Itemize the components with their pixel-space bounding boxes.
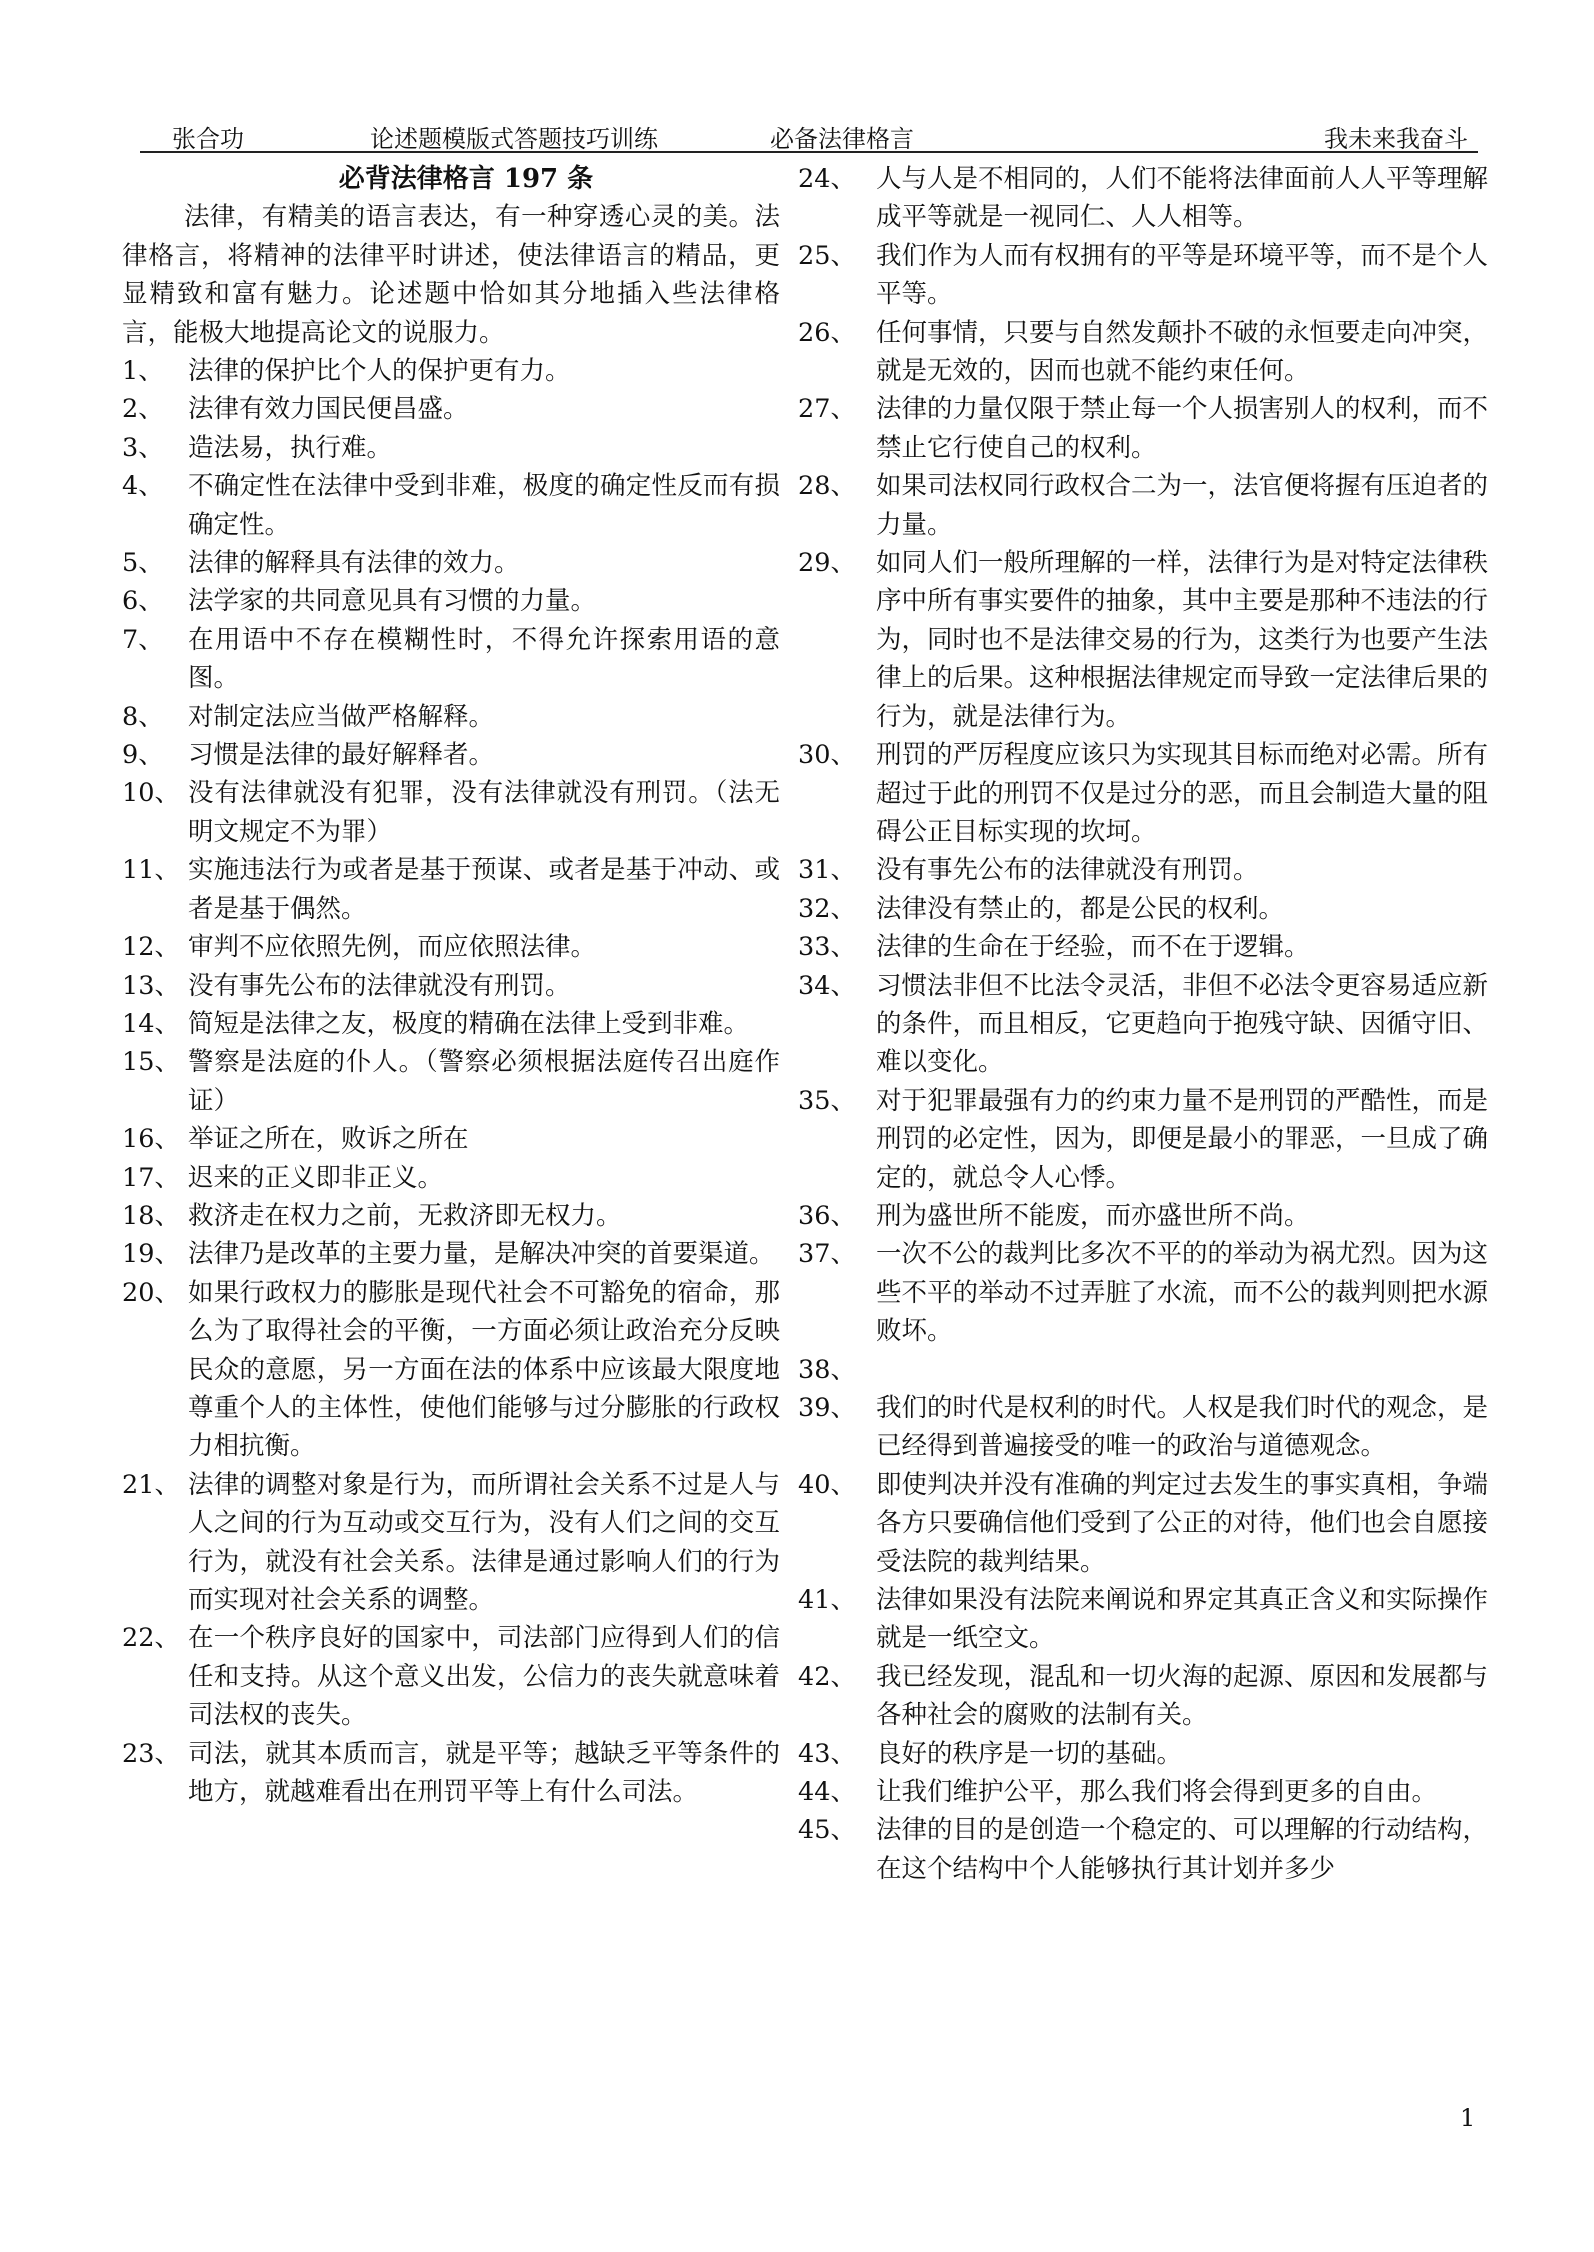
maxim-text: 法律的目的是创造一个稳定的、可以理解的行动结构，在这个结构中个人能够执行其计划并多少 [876, 1815, 1489, 1884]
maxim-text: 我已经发现，混乱和一切火海的起源、原因和发展都与各种社会的腐败的法制有关。 [876, 1661, 1489, 1731]
maxim-number: 8、 [122, 701, 164, 732]
maxim-text: 审判不应依照先例，而应依照法律。 [188, 932, 597, 963]
maxim-number: 30、 [798, 740, 856, 771]
maxim-text: 法律没有禁止的，都是公民的权利。 [876, 893, 1285, 924]
maxim-number: 45、 [798, 1815, 856, 1846]
maxim-item [122, 1159, 780, 1197]
maxim-text: 在用语中不存在模糊性时，不得允许探索用语的意图。 [188, 624, 780, 694]
maxim-item [122, 851, 780, 928]
maxim-item [122, 390, 780, 428]
maxim-item [798, 890, 1488, 928]
maxim-item [798, 1811, 1488, 1888]
maxim-number: 31、 [798, 855, 856, 886]
maxim-text: 没有法律就没有犯罪，没有法律就没有刑罚。（法无明文规定不为罪） [188, 778, 780, 847]
maxim-number: 44、 [798, 1777, 856, 1808]
maxim-item [122, 1274, 780, 1466]
maxim-text: 习惯法非但不比法令灵活，非但不必法令更容易适应新的条件，而且相反，它更趋向于抱残守缺、因循守旧、难以变化。 [876, 970, 1489, 1078]
maxim-item [122, 1043, 780, 1120]
intro-paragraph: 法律，有精美的语言表达，有一种穿透心灵的美。法律格言，将精神的法律平时讲述，使法律语言的精品，更显精致和富有魅力。论述题中恰如其分地插入些法律格言，能极大地提高论文的说服力。 [122, 202, 780, 348]
maxim-text: 即使判决并没有准确的判定过去发生的事实真相，争端各方只要确信他们受到了公正的对待，他们也会自愿接受法院的裁判结果。 [876, 1469, 1489, 1577]
maxim-item [798, 851, 1488, 889]
maxim-item [798, 1658, 1488, 1735]
maxim-number: 2、 [122, 394, 164, 425]
maxim-number: 3、 [122, 432, 164, 463]
maxim-text: 法律有效力国民便昌盛。 [188, 394, 469, 425]
maxim-number: 24、 [798, 164, 856, 194]
maxim-number: 19、 [122, 1239, 180, 1270]
maxim-number: 9、 [122, 740, 164, 771]
maxim-number: 15、 [122, 1047, 180, 1078]
maxim-text: 人与人是不相同的，人们不能将法律面前人人平等理解成平等就是一视同仁、人人相等。 [876, 164, 1489, 233]
maxim-number: 13、 [122, 970, 180, 1001]
maxim-text: 对于犯罪最强有力的约束力量不是刑罚的严酷性，而是刑罚的必定性，因为，即便是最小的罪恶，一旦成了确定的，就总令人心悸。 [876, 1085, 1489, 1193]
maxim-number: 16、 [122, 1124, 180, 1155]
maxim-item [122, 774, 780, 851]
maxim-number: 38、 [798, 1354, 856, 1385]
maxim-item [798, 544, 1488, 736]
maxim-text: 法律的生命在于经验，而不在于逻辑。 [876, 932, 1310, 963]
maxim-item [122, 582, 780, 620]
maxim-text: 没有事先公布的法律就没有刑罚。 [188, 970, 571, 1001]
maxim-number: 25、 [798, 240, 856, 271]
maxim-number: 5、 [122, 548, 164, 579]
right-column [798, 160, 1488, 1888]
maxim-number: 12、 [122, 932, 180, 963]
maxim-number: 6、 [122, 586, 164, 617]
maxim-number: 29、 [798, 548, 856, 579]
maxim-text: 如同人们一般所理解的一样，法律行为是对特定法律秩序中所有事实要件的抽象，其中主要是那种不违法的行为，同时也不是法律交易的行为，这类行为也要产生法律上的后果。这种根据法律规定而导致一定法律后果的行为，就是法律行为。 [876, 548, 1489, 732]
maxim-text: 习惯是法律的最好解释者。 [188, 740, 495, 771]
maxim-number: 18、 [122, 1200, 180, 1231]
left-column [122, 160, 780, 1811]
maxim-item [798, 1773, 1488, 1811]
maxim-item [798, 237, 1488, 314]
maxim-number: 34、 [798, 970, 856, 1001]
maxim-text: 法律的力量仅限于禁止每一个人损害别人的权利，而不禁止它行使自己的权利。 [876, 394, 1489, 463]
maxim-number: 32、 [798, 893, 856, 924]
maxim-number: 10、 [122, 778, 180, 809]
maxim-item [122, 928, 780, 966]
maxim-text: 实施违法行为或者是基于预谋、或者是基于冲动、或者是基于偶然。 [188, 855, 780, 924]
maxim-number: 11、 [122, 855, 180, 886]
maxim-text [876, 1351, 1488, 1389]
maxim-text: 造法易，执行难。 [188, 432, 393, 463]
maxim-item [122, 967, 780, 1005]
maxim-number: 33、 [798, 932, 856, 963]
maxim-item [798, 467, 1488, 544]
header-section: 必备法律格言 [770, 125, 914, 153]
maxim-item [798, 928, 1488, 966]
maxim-item [122, 467, 780, 544]
page-header [140, 113, 1478, 153]
maxim-text: 法律的解释具有法律的效力。 [188, 548, 520, 579]
maxim-text: 良好的秩序是一切的基础。 [876, 1738, 1183, 1769]
maxim-number: 20、 [122, 1277, 180, 1308]
maxim-item [798, 1389, 1488, 1466]
maxim-item [798, 160, 1488, 237]
maxim-item [122, 1197, 780, 1235]
maxim-text: 一次不公的裁判比多次不平的的举动为祸尤烈。因为这些不平的举动不过弄脏了水流，而不公的裁判则把水源败坏。 [876, 1239, 1489, 1347]
maxim-number: 23、 [122, 1738, 180, 1769]
maxim-text: 简短是法律之友，极度的精确在法律上受到非难。 [188, 1008, 750, 1039]
maxim-text: 对制定法应当做严格解释。 [188, 701, 495, 732]
maxim-number: 42、 [798, 1661, 856, 1692]
maxim-item [798, 1466, 1488, 1581]
maxim-number: 26、 [798, 317, 856, 348]
maxim-number: 40、 [798, 1469, 856, 1500]
maxim-item [798, 967, 1488, 1082]
maxim-text: 法律的保护比个人的保护更有力。 [188, 356, 571, 387]
maxim-item [122, 1619, 780, 1734]
maxim-item [122, 1120, 780, 1158]
maxim-number: 37、 [798, 1239, 856, 1270]
maxim-text: 不确定性在法律中受到非难，极度的确定性反而有损确定性。 [188, 471, 780, 540]
maxim-item [798, 1351, 1488, 1389]
maxim-item [798, 390, 1488, 467]
maxim-number: 21、 [122, 1469, 180, 1500]
maxim-item [122, 352, 780, 390]
maxim-text: 在一个秩序良好的国家中，司法部门应得到人们的信任和支持。从这个意义出发，公信力的丧失就意味着司法权的丧失。 [188, 1623, 780, 1731]
maxim-text: 任何事情，只要与自然发颠扑不破的永恒要走向冲突，就是无效的，因而也就不能约束任何。 [876, 317, 1489, 387]
maxim-number: 1、 [122, 356, 164, 387]
maxim-number: 28、 [798, 471, 856, 502]
maxim-number: 43、 [798, 1738, 856, 1769]
maxim-text: 刑为盛世所不能废，而亦盛世所不尚。 [876, 1200, 1310, 1231]
maxim-text: 救济走在权力之前，无救济即无权力。 [188, 1200, 622, 1231]
maxim-text: 法学家的共同意见具有习惯的力量。 [188, 586, 597, 617]
maxim-text: 没有事先公布的法律就没有刑罚。 [876, 855, 1259, 886]
maxim-number: 7、 [122, 624, 164, 655]
maxim-item [122, 1235, 780, 1273]
maxim-item [122, 736, 780, 774]
maxim-item [122, 698, 780, 736]
maxim-number: 36、 [798, 1200, 856, 1231]
maxim-text: 让我们维护公平，那么我们将会得到更多的自由。 [876, 1777, 1438, 1808]
maxim-item [798, 736, 1488, 851]
maxim-item [798, 314, 1488, 391]
maxim-item [798, 1082, 1488, 1197]
maxim-item [122, 1735, 780, 1812]
page-number: 1 [1460, 2104, 1476, 2132]
maxim-item [798, 1197, 1488, 1235]
maxim-item [122, 1466, 780, 1620]
maxim-text: 如果行政权力的膨胀是现代社会不可豁免的宿命，那么为了取得社会的平衡，一方面必须让政治充分反映民众的意愿，另一方面在法的体系中应该最大限度地尊重个人的主体性，使他们能够与过分膨胀的行政权力相抗衡。 [188, 1277, 780, 1462]
document-title: 必背法律格言 197 条 [338, 164, 594, 194]
header-author: 张合功 [172, 125, 244, 153]
maxim-number: 35、 [798, 1085, 856, 1116]
maxim-text: 法律如果没有法院来阐说和界定其真正含义和实际操作就是一纸空文。 [876, 1585, 1489, 1654]
header-motto: 我未来我奋斗 [1324, 125, 1468, 153]
maxim-item [122, 544, 780, 582]
maxim-text: 迟来的正义即非正义。 [188, 1162, 444, 1193]
maxim-text: 司法，就其本质而言，就是平等；越缺乏平等条件的地方，就越难看出在刑罚平等上有什么司法。 [188, 1738, 780, 1808]
maxim-text: 警察是法庭的仆人。（警察必须根据法庭传召出庭作证） [188, 1047, 780, 1116]
maxim-item [798, 1735, 1488, 1773]
maxim-item [798, 1235, 1488, 1350]
maxim-text: 刑罚的严厉程度应该只为实现其目标而绝对必需。所有超过于此的刑罚不仅是过分的恶，而且会制造大量的阻碍公正目标实现的坎坷。 [876, 740, 1489, 847]
maxim-item [798, 1581, 1488, 1658]
maxim-text: 法律的调整对象是行为，而所谓社会关系不过是人与人之间的行为互动或交互行为，没有人们之间的交互行为，就没有社会关系。法律是通过影响人们的行为而实现对社会关系的调整。 [188, 1469, 780, 1616]
maxim-item [122, 429, 780, 467]
maxim-text: 法律乃是改革的主要力量，是解决冲突的首要渠道。 [188, 1239, 775, 1270]
maxim-number: 4、 [122, 471, 164, 502]
maxim-number: 41、 [798, 1585, 856, 1616]
maxim-number: 27、 [798, 394, 856, 425]
maxim-text: 我们的时代是权利的时代。人权是我们时代的观念，是已经得到普遍接受的唯一的政治与道德观念。 [876, 1393, 1489, 1462]
maxim-number: 14、 [122, 1008, 180, 1039]
maxim-item [122, 621, 780, 698]
maxim-text: 举证之所在，败诉之所在 [188, 1124, 469, 1155]
maxim-text: 如果司法权同行政权合二为一，法官便将握有压迫者的力量。 [876, 471, 1489, 540]
maxim-text: 我们作为人而有权拥有的平等是环境平等，而不是个人平等。 [876, 240, 1489, 310]
maxim-number: 39、 [798, 1393, 856, 1423]
maxim-item [122, 1005, 780, 1043]
maxim-number: 17、 [122, 1162, 180, 1193]
header-course: 论述题模版式答题技巧训练 [370, 125, 658, 153]
maxim-number: 22、 [122, 1623, 180, 1654]
